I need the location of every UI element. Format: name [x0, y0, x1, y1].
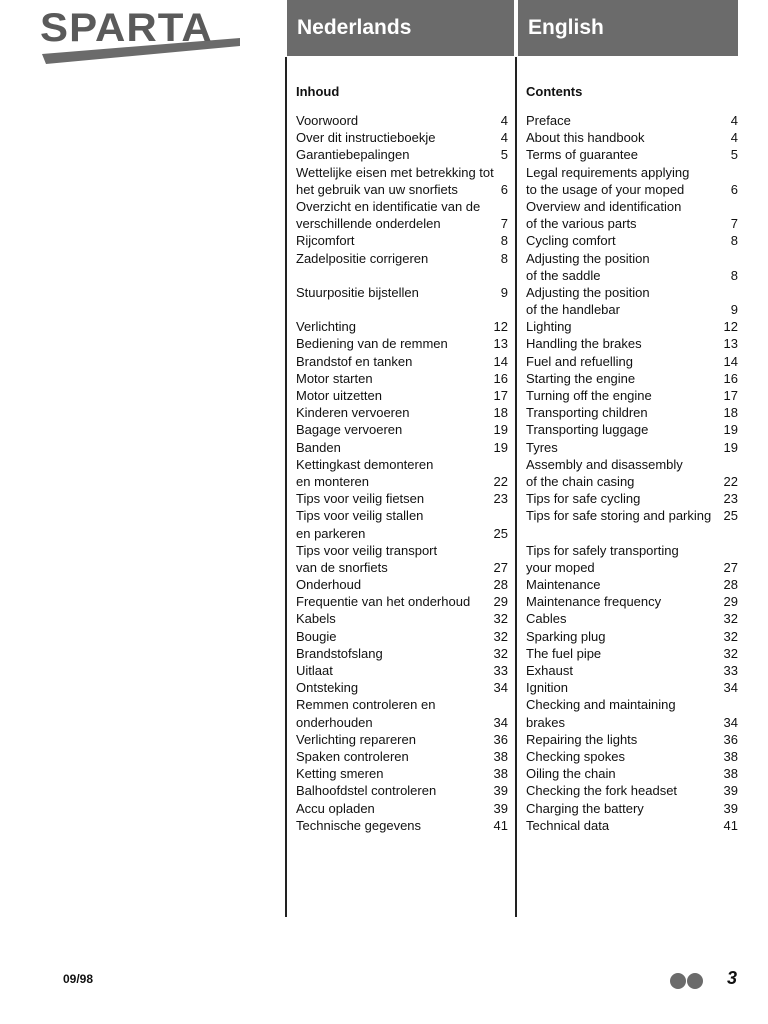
toc-entry	[296, 421, 508, 438]
toc-entry-title: Turning off the engine	[526, 388, 652, 403]
toc-entry	[526, 198, 738, 215]
toc-entry	[526, 817, 738, 834]
toc-entry-page: 25	[723, 508, 738, 524]
toc-entry-title: Technical data	[526, 817, 610, 833]
toc-entry-title: Checking spokes	[526, 748, 625, 764]
toc-entry	[526, 525, 738, 542]
toc-entry-page: 4	[500, 113, 508, 128]
toc-entry-title: Sparking plug	[526, 628, 606, 644]
page-number: 3	[727, 968, 738, 988]
toc-entry	[526, 146, 738, 163]
toc-entry-title: Overview and identification	[526, 198, 682, 214]
toc-entry-title: Motor uitzetten	[296, 388, 382, 403]
toc-entry-page: 38	[493, 748, 508, 764]
toc-entry-page: 32	[723, 645, 738, 661]
toc-dutch	[296, 84, 508, 834]
toc-list	[526, 112, 738, 834]
toc-entry-title: Adjusting the position	[526, 284, 650, 300]
toc-entry-page: 34	[723, 680, 738, 696]
toc-entry-page: 33	[723, 663, 738, 678]
sparta-logo	[40, 8, 245, 66]
toc-entry-page: 19	[723, 422, 738, 438]
toc-title: Contents	[526, 84, 583, 99]
toc-entry-page: 12	[493, 319, 508, 335]
toc-entry-page: 5	[730, 147, 738, 163]
toc-entry-page: 18	[493, 405, 508, 421]
toc-entry-page: 25	[493, 525, 508, 541]
toc-entry-title: Exhaust	[526, 663, 573, 678]
toc-entry-title: Preface	[526, 113, 571, 128]
toc-entry	[526, 696, 738, 713]
toc-entry	[296, 559, 508, 576]
toc-entry	[296, 318, 508, 335]
toc-entry	[526, 662, 738, 679]
toc-entry-title: Ketting smeren	[296, 766, 384, 782]
toc-entry-title: Lighting	[526, 319, 572, 335]
toc-entry	[526, 404, 738, 421]
toc-entry-page: 32	[723, 611, 738, 627]
toc-entry-title: en parkeren	[296, 525, 366, 541]
toc-entry-title: Uitlaat	[296, 663, 333, 678]
toc-entry-title: Remmen controleren en	[296, 697, 436, 713]
toc-entry	[526, 628, 738, 645]
toc-entry	[296, 250, 508, 267]
toc-entry-page: 8	[730, 233, 738, 249]
toc-entry-title: Stuurpositie bijstellen	[296, 284, 419, 300]
toc-entry-page: 28	[723, 577, 738, 593]
toc-entry	[526, 421, 738, 438]
toc-entry-page: 4	[730, 130, 738, 146]
toc-entry-page: 22	[493, 473, 508, 489]
toc-entry-page: 27	[723, 559, 738, 575]
toc-entry	[526, 250, 738, 267]
toc-entry-title: onderhouden	[296, 714, 373, 730]
toc-entry-title: Tips for safe cycling	[526, 491, 641, 507]
footer-date: 09/98	[63, 972, 94, 986]
toc-entry-page: 38	[723, 766, 738, 782]
toc-entry-title: Transporting children	[526, 405, 648, 421]
toc-entry	[296, 198, 508, 215]
toc-entry	[296, 628, 508, 645]
toc-entry	[296, 679, 508, 696]
toc-entry	[296, 507, 508, 524]
toc-entry	[526, 370, 738, 387]
toc-entry-page: 14	[493, 353, 508, 369]
toc-entry	[296, 404, 508, 421]
toc-entry-page: 39	[493, 783, 508, 799]
toc-entry-title: Brandstof en tanken	[296, 353, 413, 369]
toc-entry	[526, 318, 738, 335]
toc-entry-title: Banden	[296, 439, 341, 455]
header-nederlands: Nederlands	[287, 0, 514, 56]
toc-entry	[526, 542, 738, 559]
toc-entry	[296, 215, 508, 232]
toc-entry-title: Zadelpositie corrigeren	[296, 250, 429, 266]
toc-entry-page: 6	[500, 181, 508, 197]
toc-entry-page: 8	[500, 233, 508, 249]
toc-entry	[526, 181, 738, 198]
toc-entry	[526, 267, 738, 284]
toc-entry-page: 14	[723, 353, 738, 369]
header-english: English	[518, 0, 738, 56]
toc-entry	[296, 525, 508, 542]
toc-entry	[296, 129, 508, 146]
toc-entry-title: Technische gegevens	[296, 817, 422, 833]
toc-entry-title: About this handbook	[526, 130, 645, 146]
toc-entry-title: Repairing the lights	[526, 731, 638, 747]
toc-entry-title: of the saddle	[526, 267, 601, 283]
toc-entry-title: of the various parts	[526, 216, 637, 232]
toc-entry	[296, 490, 508, 507]
toc-entry	[526, 473, 738, 490]
toc-entry-page: 39	[723, 800, 738, 816]
toc-entry	[296, 387, 508, 404]
toc-english	[526, 84, 738, 834]
toc-entry-page: 27	[493, 559, 508, 575]
toc-entry	[526, 593, 738, 610]
toc-entry	[526, 645, 738, 662]
page-dots-icon	[669, 972, 705, 990]
toc-entry	[296, 456, 508, 473]
toc-entry-page: 9	[500, 284, 508, 300]
toc-entry-title: Ontsteking	[296, 680, 359, 696]
toc-entry-title: Bagage vervoeren	[296, 422, 403, 438]
toc-entry	[526, 748, 738, 765]
toc-entry	[526, 232, 738, 249]
toc-entry-page: 13	[493, 336, 508, 352]
toc-entry-page: 4	[730, 113, 738, 128]
toc-entry-page: 12	[723, 319, 738, 335]
toc-entry	[296, 576, 508, 593]
toc-entry-title: of the handlebar	[526, 302, 620, 318]
toc-entry-title: Balhoofdstel controleren	[296, 783, 437, 799]
toc-title: Inhoud	[296, 84, 340, 99]
toc-entry-title: het gebruik van uw snorfiets	[296, 181, 458, 197]
toc-entry-title: Kabels	[296, 611, 336, 627]
toc-entry-title: Cycling comfort	[526, 233, 616, 249]
toc-entry-title: Bougie	[296, 628, 337, 644]
toc-entry-title: Motor starten	[296, 370, 373, 386]
toc-entry-page: 19	[493, 422, 508, 438]
toc-entry	[526, 765, 738, 782]
toc-entry-title: Accu opladen	[296, 800, 375, 816]
toc-entry-title: The fuel pipe	[526, 645, 602, 661]
toc-entry-page: 17	[493, 388, 508, 403]
toc-entry	[526, 576, 738, 593]
toc-entry-title: Voorwoord	[296, 113, 359, 128]
toc-entry-title: verschillende onderdelen	[296, 216, 441, 232]
toc-entry-page: 8	[500, 250, 508, 266]
toc-entry-page: 13	[723, 336, 738, 352]
toc-entry-title: Tips voor veilig stallen	[296, 508, 424, 524]
toc-entry-page: 23	[723, 491, 738, 507]
toc-entry-title: Starting the engine	[526, 370, 636, 386]
toc-entry-title: Ignition	[526, 680, 568, 696]
toc-entry-page: 22	[723, 473, 738, 489]
toc-entry-page: 32	[493, 628, 508, 644]
toc-entry-title: Tyres	[526, 439, 558, 455]
toc-entry-page: 7	[730, 216, 738, 232]
toc-entry	[296, 164, 508, 181]
toc-entry-page: 8	[730, 267, 738, 283]
toc-entry-page: 28	[493, 577, 508, 593]
toc-entry-page: 16	[493, 370, 508, 386]
toc-entry-page: 23	[493, 491, 508, 507]
toc-entry-page: 39	[723, 783, 738, 799]
toc-entry-title: Tips for safely transporting	[526, 542, 679, 558]
toc-entry-page: 7	[500, 216, 508, 232]
toc-entry-page: 16	[723, 370, 738, 386]
toc-entry	[526, 714, 738, 731]
toc-entry-page: 9	[730, 302, 738, 318]
toc-entry	[526, 679, 738, 696]
toc-entry-title: Verlichting repareren	[296, 731, 416, 747]
toc-entry	[296, 765, 508, 782]
toc-entry	[296, 181, 508, 198]
toc-entry-title: Terms of guarantee	[526, 147, 639, 163]
toc-entry-page: 32	[493, 645, 508, 661]
toc-entry-page: 18	[723, 405, 738, 421]
toc-entry	[526, 387, 738, 404]
toc-entry-page: 29	[493, 594, 508, 610]
toc-entry	[296, 714, 508, 731]
toc-entry-title: Assembly and disassembly	[526, 456, 683, 472]
toc-entry	[526, 559, 738, 576]
toc-entry	[296, 782, 508, 799]
toc-entry-page: 4	[500, 130, 508, 146]
toc-entry-page: 34	[493, 680, 508, 696]
toc-entry-page: 36	[493, 731, 508, 747]
toc-entry-title: Cables	[526, 611, 567, 627]
toc-entry	[296, 800, 508, 817]
toc-entry-title: Maintenance frequency	[526, 594, 662, 610]
toc-entry-title: Adjusting the position	[526, 250, 650, 266]
toc-entry-page: 34	[493, 714, 508, 730]
toc-entry	[296, 748, 508, 765]
toc-entry-title: van de snorfiets	[296, 559, 388, 575]
toc-entry-page: 5	[500, 147, 508, 163]
toc-entry	[296, 645, 508, 662]
toc-entry-title: Fuel and refuelling	[526, 353, 633, 369]
toc-entry-page: 17	[723, 388, 738, 403]
toc-entry-page: 19	[493, 439, 508, 455]
toc-entry-page: 34	[723, 714, 738, 730]
toc-entry	[296, 696, 508, 713]
toc-entry	[296, 301, 508, 318]
toc-entry-title: your moped	[526, 559, 595, 575]
toc-entry-title: Transporting luggage	[526, 422, 649, 438]
toc-entry-title: Kinderen vervoeren	[296, 405, 410, 421]
toc-entry-title: Checking and maintaining	[526, 697, 676, 713]
toc-entry-page: 32	[493, 611, 508, 627]
toc-entry-title: Maintenance	[526, 577, 601, 593]
brand-name: SPARTA	[40, 6, 213, 50]
toc-entry-page: 33	[493, 663, 508, 678]
toc-entry-title: Tips for safe storing and parking	[526, 508, 712, 524]
toc-entry-page: 39	[493, 800, 508, 816]
toc-entry-title: Wettelijke eisen met betrekking tot	[296, 164, 494, 180]
toc-entry-title: Checking the fork headset	[526, 783, 678, 799]
toc-entry	[296, 817, 508, 834]
toc-entry-title: Rijcomfort	[296, 233, 355, 249]
toc-entry	[526, 490, 738, 507]
column-divider-middle	[515, 57, 517, 917]
toc-entry-page: 38	[493, 766, 508, 782]
toc-entry	[296, 473, 508, 490]
toc-entry	[526, 507, 738, 524]
toc-entry-title: Oiling the chain	[526, 766, 616, 782]
toc-entry	[296, 370, 508, 387]
toc-entry	[296, 146, 508, 163]
toc-entry-title: Overzicht en identificatie van de	[296, 198, 481, 214]
toc-entry-page: 6	[730, 181, 738, 197]
toc-entry	[296, 267, 508, 284]
toc-entry-title: Garantiebepalingen	[296, 147, 410, 163]
toc-entry	[296, 353, 508, 370]
toc-entry-page: 38	[723, 748, 738, 764]
toc-entry-title: Over dit instructieboekje	[296, 130, 436, 146]
toc-entry-page: 29	[723, 594, 738, 610]
toc-entry-page: 19	[723, 439, 738, 455]
column-divider-left	[285, 57, 287, 917]
toc-entry	[526, 782, 738, 799]
toc-entry-title: en monteren	[296, 473, 369, 489]
toc-entry-title: Legal requirements applying	[526, 164, 690, 180]
toc-entry	[296, 662, 508, 679]
toc-entry-page: 41	[493, 817, 508, 833]
toc-entry-title: Spaken controleren	[296, 748, 409, 764]
toc-entry	[526, 112, 738, 129]
toc-entry-title: Charging the battery	[526, 800, 644, 816]
toc-entry	[526, 610, 738, 627]
toc-entry	[526, 301, 738, 318]
toc-entry	[296, 593, 508, 610]
toc-entry-title: Onderhoud	[296, 577, 362, 593]
toc-entry-page: 36	[723, 731, 738, 747]
toc-entry	[296, 112, 508, 129]
toc-list	[296, 112, 508, 834]
toc-entry	[526, 456, 738, 473]
toc-entry	[526, 731, 738, 748]
toc-entry	[296, 335, 508, 352]
toc-entry-title: Tips voor veilig fietsen	[296, 491, 425, 507]
toc-entry	[526, 353, 738, 370]
toc-entry	[526, 215, 738, 232]
toc-entry-title: brakes	[526, 714, 566, 730]
toc-entry-title: Bediening van de remmen	[296, 336, 448, 352]
toc-entry	[526, 164, 738, 181]
toc-entry-title: Frequentie van het onderhoud	[296, 594, 471, 610]
toc-entry	[296, 284, 508, 301]
toc-entry	[526, 284, 738, 301]
toc-entry	[296, 232, 508, 249]
toc-entry	[296, 542, 508, 559]
toc-entry-title: to the usage of your moped	[526, 181, 685, 197]
toc-entry-page: 32	[723, 628, 738, 644]
toc-entry	[296, 731, 508, 748]
toc-entry	[526, 335, 738, 352]
toc-entry-title: Tips voor veilig transport	[296, 542, 438, 558]
toc-entry-page: 41	[723, 817, 738, 833]
toc-entry	[526, 129, 738, 146]
toc-entry-title: Verlichting	[296, 319, 356, 335]
toc-entry-title: Brandstofslang	[296, 645, 383, 661]
toc-entry	[296, 610, 508, 627]
toc-entry-title: Handling the brakes	[526, 336, 642, 352]
toc-entry-title: Kettingkast demonteren	[296, 456, 434, 472]
toc-entry	[526, 800, 738, 817]
toc-entry	[296, 439, 508, 456]
toc-entry-title: of the chain casing	[526, 473, 635, 489]
toc-entry	[526, 439, 738, 456]
